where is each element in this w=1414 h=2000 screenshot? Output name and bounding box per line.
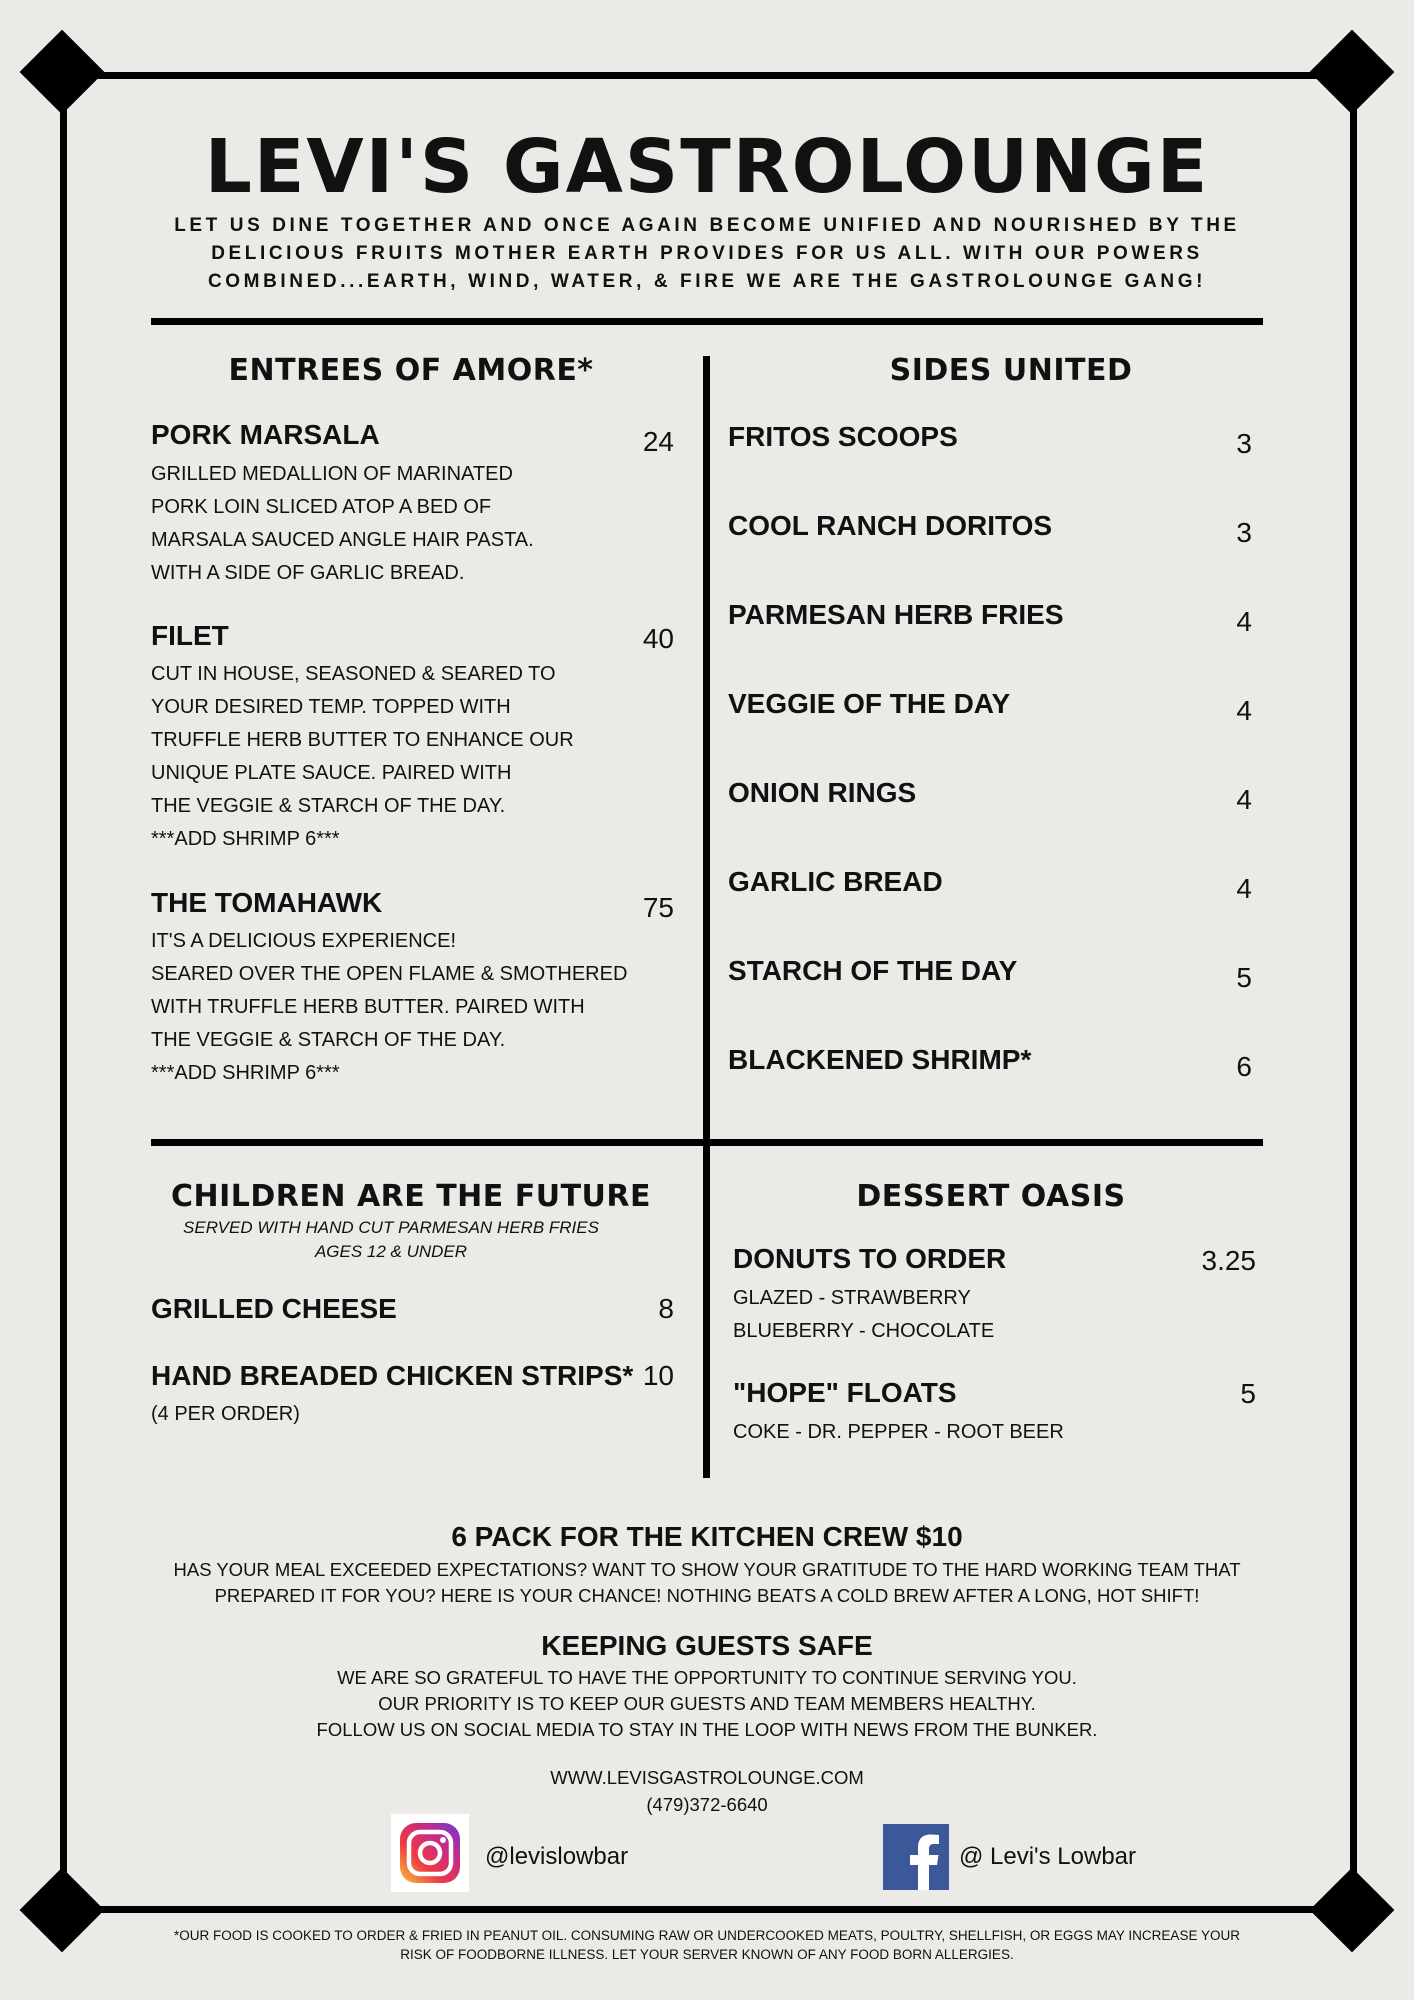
side-name: FRITOS SCOOPS [728,421,958,452]
dessert-name: DONUTS TO ORDER [733,1243,1007,1274]
safety-heading: KEEPING GUESTS SAFE [541,1630,873,1661]
side-price: 3 [1236,428,1252,459]
kitchen-crew-heading: 6 PACK FOR THE KITCHEN CREW $10 [451,1521,963,1552]
side-price: 4 [1236,695,1252,726]
dessert-price: 5 [1240,1378,1256,1409]
safety-text: WE ARE SO GRATEFUL TO HAVE THE OPPORTUNITY TO CONTINUE SERVING YOU. OUR PRIORITY IS TO KEEP OUR GUESTS AND TEAM MEMBERS HEALTHY. FOLLOW US ON SOCIAL MEDIA TO STAY IN THE LOOP WITH NEWS FROM THE BUNKER. [316,1667,1098,1740]
side-name: BLACKENED SHRIMP* [728,1044,1032,1075]
restaurant-title: LEVI'S GASTROLOUNGE [204,124,1210,210]
children-heading: CHILDREN ARE THE FUTURE [171,1179,651,1214]
side-price: 3 [1236,517,1252,548]
frame-top [60,72,1356,79]
kids-item-name: GRILLED CHEESE [151,1293,397,1324]
entree-description: GRILLED MEDALLION OF MARINATED PORK LOIN SLICED ATOP A BED OF MARSALA SAUCED ANGLE HAIR PASTA. WITH A SIDE OF GARLIC BREAD. [151,463,534,584]
side-name: STARCH OF THE DAY [728,955,1018,986]
dessert-name: "HOPE" FLOATS [733,1377,957,1408]
entree-price: 24 [642,426,674,457]
allergy-disclaimer: *OUR FOOD IS COOKED TO ORDER & FRIED IN PEANUT OIL. CONSUMING RAW OR UNDERCOOKED MEATS, POULTRY, SHELLFISH, OR EGGS MAY INCREASE YOUR RISK OF FOODBORNE ILLNESS. LET YOUR SERVER KNOWN OF ANY FOOD BORN ALLERGIES. [174,1928,1240,1962]
side-price: 4 [1236,606,1252,637]
kids-item-price: 8 [658,1293,674,1324]
sides-heading: SIDES UNITED [889,353,1133,388]
dessert-price: 3.25 [1201,1245,1256,1276]
entree-price: 75 [642,892,674,923]
header-divider [151,318,1263,325]
kitchen-crew-text: HAS YOUR MEAL EXCEEDED EXPECTATIONS? WANT TO SHOW YOUR GRATITUDE TO THE HARD WORKING TEAM THAT PREPARED IT FOR YOU? HERE IS YOUR CHANCE! NOTHING BEATS A COLD BREW AFTER A LONG, HOT SHIFT! [173,1559,1241,1606]
intro-text: LET US DINE TOGETHER AND ONCE AGAIN BECOME UNIFIED AND NOURISHED BY THE DELICIOUS FRUITS MOTHER EARTH PROVIDES FOR US ALL. WITH OUR POWERS COMBINED...EARTH, WIND, WATER, & FIRE WE ARE THE GASTROLOUNGE GANG! [174,215,1240,292]
side-name: PARMESAN HERB FRIES [728,599,1064,630]
kids-item-description: (4 PER ORDER) [151,1403,300,1425]
corner-diamond-top-right [1310,30,1395,115]
instagram-handle[interactable]: @levislowbar [485,1843,629,1870]
entree-price: 40 [642,623,674,654]
desserts-heading: DESSERT OASIS [856,1179,1126,1214]
side-price: 4 [1236,784,1252,815]
entree-description: IT'S A DELICIOUS EXPERIENCE! SEARED OVER THE OPEN FLAME & SMOTHERED WITH TRUFFLE HERB BUTTER. PAIRED WITH THE VEGGIE & STARCH OF THE DAY. ***ADD SHRIMP 6*** [151,930,628,1084]
corner-diamond-bottom-left [20,1868,105,1953]
corner-diamond-bottom-right [1310,1868,1395,1953]
children-note: SERVED WITH HAND CUT PARMESAN HERB FRIES AGES 12 & UNDER [183,1218,599,1261]
middle-divider [151,1139,1263,1146]
website-link[interactable]: WWW.LEVISGASTROLOUNGE.COM [550,1767,864,1788]
dessert-description: COKE - DR. PEPPER - ROOT BEER [733,1421,1064,1443]
entree-name: FILET [151,620,229,651]
side-price: 4 [1236,873,1252,904]
frame-bottom [60,1906,1356,1913]
facebook-handle[interactable]: @ Levi's Lowbar [959,1843,1137,1870]
instagram-icon[interactable] [391,1814,469,1892]
facebook-icon[interactable] [883,1824,949,1890]
side-name: COOL RANCH DORITOS [728,510,1053,541]
entree-description: CUT IN HOUSE, SEASONED & SEARED TO YOUR DESIRED TEMP. TOPPED WITH TRUFFLE HERB BUTTER TO ENHANCE OUR UNIQUE PLATE SAUCE. PAIRED WITH THE VEGGIE & STARCH OF THE DAY. ***ADD SHRIMP 6*** [151,663,574,850]
side-name: VEGGIE OF THE DAY [728,688,1011,719]
kids-item-price: 10 [642,1360,674,1391]
entree-name: PORK MARSALA [151,419,380,450]
kids-item-name: HAND BREADED CHICKEN STRIPS* [151,1360,634,1391]
entree-name: THE TOMAHAWK [151,887,383,918]
corner-diamond-top-left [20,30,105,115]
side-name: GARLIC BREAD [728,866,943,897]
side-price: 5 [1236,962,1252,993]
side-price: 6 [1236,1051,1252,1082]
center-divider [703,356,710,1478]
entrees-heading: ENTREES OF AMORE* [228,353,594,388]
side-name: ONION RINGS [728,777,917,808]
phone-number: (479)372-6640 [646,1794,768,1815]
dessert-description: GLAZED - STRAWBERRY BLUEBERRY - CHOCOLATE [733,1287,995,1342]
